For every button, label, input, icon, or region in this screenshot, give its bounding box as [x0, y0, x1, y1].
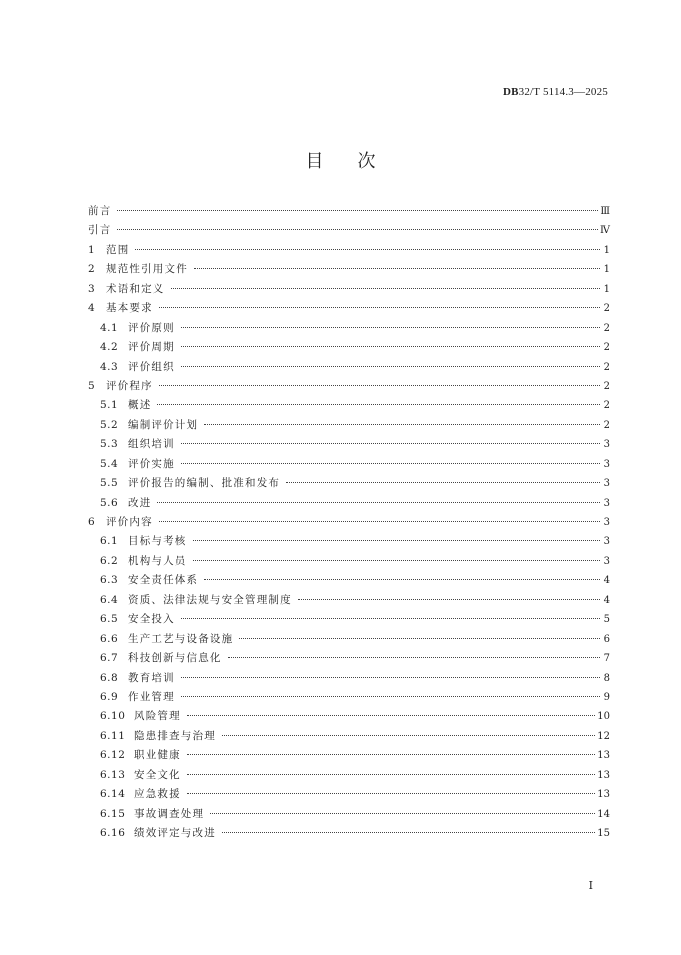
toc-dot-leader — [117, 228, 598, 230]
toc-entry-number: 6 — [88, 516, 96, 528]
toc-entry-label: 评价组织 — [128, 360, 175, 373]
toc-dot-leader — [187, 773, 595, 775]
toc-dot-leader — [181, 676, 600, 678]
toc-dot-leader — [171, 287, 601, 289]
toc-entry-label: 安全文化 — [134, 768, 181, 781]
toc-entry-page: 13 — [597, 769, 610, 781]
toc-entry-label: 作业管理 — [128, 690, 175, 703]
toc-dot-leader — [194, 267, 600, 269]
toc-entry-page: 15 — [597, 828, 610, 839]
toc-entry-page: 14 — [597, 808, 610, 820]
toc-entry-label: 基本要求 — [106, 302, 153, 315]
toc-entry-number: 6.11 — [100, 729, 126, 742]
toc-entry[interactable] — [88, 455, 610, 474]
toc-dot-leader — [222, 734, 595, 736]
toc-dot-leader — [228, 656, 600, 658]
toc-dot-leader — [135, 248, 600, 250]
toc-dot-leader — [187, 753, 595, 755]
toc-dot-leader — [157, 403, 600, 405]
toc-dot-leader — [286, 481, 600, 483]
page-number: I — [588, 879, 593, 892]
toc-entry-number: 6.14 — [100, 788, 126, 801]
toc-entry[interactable] — [88, 416, 610, 435]
toc-entry[interactable] — [88, 785, 610, 804]
toc-entry-page: 2 — [603, 400, 610, 412]
toc-entry[interactable] — [88, 202, 610, 221]
toc-entry-number: 6.15 — [100, 807, 126, 820]
toc-entry-number: 6.2 — [100, 554, 119, 567]
toc-entry-label: 目标与考核 — [128, 535, 187, 548]
toc-dot-leader — [181, 462, 600, 464]
toc-entry-number: 4.1 — [100, 321, 119, 334]
toc-dot-leader — [159, 384, 600, 386]
toc-entry-page: 10 — [597, 711, 610, 723]
toc-dot-leader — [159, 520, 600, 522]
toc-entry-page: 2 — [603, 361, 610, 373]
toc-dot-leader — [187, 792, 595, 794]
toc-entry-page: 3 — [603, 439, 610, 451]
toc-dot-leader — [181, 442, 600, 444]
toc-entry-page: 2 — [603, 380, 610, 392]
toc-entry-page: 3 — [603, 478, 610, 490]
toc-dot-leader — [181, 326, 600, 328]
toc-entry-label: 评价周期 — [128, 341, 175, 354]
toc-dot-leader — [159, 306, 600, 308]
toc-entry[interactable] — [88, 727, 610, 746]
toc-dot-leader — [181, 617, 600, 619]
toc-entry[interactable] — [88, 805, 610, 824]
toc-entry-label: 评价报告的编制、批准和发布 — [128, 477, 281, 490]
toc-entry-number: 6.10 — [100, 710, 126, 723]
toc-entry[interactable] — [88, 241, 610, 260]
toc-entry-number: 5.4 — [100, 457, 119, 470]
toc-entry-page: 2 — [603, 322, 610, 334]
toc-entry-number: 6.6 — [100, 632, 119, 645]
toc-entry[interactable] — [88, 766, 610, 785]
toc-entry[interactable] — [88, 396, 610, 415]
toc-entry[interactable] — [88, 630, 610, 649]
toc-entry[interactable] — [88, 474, 610, 493]
toc-dot-leader — [181, 345, 600, 347]
toc-entry-label: 职业健康 — [134, 749, 181, 762]
toc-entry-number: 5.5 — [100, 477, 119, 490]
toc-entry-page: 2 — [603, 419, 610, 431]
toc-entry-number: 4.3 — [100, 360, 119, 373]
toc-entry-label: 应急救援 — [134, 788, 181, 801]
toc-entry-label: 评价程序 — [106, 379, 153, 392]
toc-entry-page: 4 — [603, 594, 610, 606]
toc-entry-number: 6.9 — [100, 690, 119, 703]
toc-entry-label: 安全责任体系 — [128, 574, 199, 587]
toc-entry-number: 6.1 — [100, 535, 119, 548]
toc-entry-page: 3 — [603, 517, 610, 528]
toc-entry-page: 2 — [603, 342, 610, 354]
toc-entry-number: 6.8 — [100, 671, 119, 684]
toc-entry-page: 1 — [603, 244, 610, 256]
toc-entry[interactable] — [88, 552, 610, 571]
toc-entry-number: 5.1 — [100, 399, 119, 412]
toc-entry-number: 6.5 — [100, 613, 119, 626]
standard-prefix: DB — [502, 86, 519, 98]
toc-entry-number: 3 — [88, 282, 96, 295]
toc-dot-leader — [181, 365, 600, 367]
toc-entry-number: 6.3 — [100, 574, 119, 587]
toc-entry-label: 评价原则 — [128, 321, 175, 334]
toc-entry-label: 风险管理 — [134, 710, 181, 723]
toc-entry-label: 概述 — [128, 399, 152, 412]
toc-entry-number: 6.7 — [100, 652, 119, 665]
toc-dot-leader — [193, 539, 601, 541]
toc-dot-leader — [117, 209, 598, 211]
toc-entry-number: 5.2 — [100, 418, 119, 431]
toc-entry-page: 7 — [603, 653, 610, 665]
toc-dot-leader — [157, 501, 600, 503]
toc-entry-number: 5.3 — [100, 438, 119, 451]
table-of-contents — [88, 202, 610, 843]
toc-entry-page: 12 — [597, 730, 610, 742]
toc-entry-label: 组织培训 — [128, 438, 175, 451]
toc-entry-label: 安全投入 — [128, 613, 175, 626]
toc-entry-page: 3 — [603, 458, 610, 470]
toc-entry[interactable] — [88, 299, 610, 318]
toc-entry[interactable] — [88, 377, 610, 396]
toc-entry-label: 术语和定义 — [106, 282, 165, 295]
toc-entry-page: Ⅲ — [600, 206, 610, 217]
toc-entry[interactable] — [88, 221, 610, 240]
toc-entry-page: 8 — [603, 672, 610, 684]
toc-entry-page: 3 — [603, 497, 610, 509]
toc-entry-page: 6 — [603, 633, 610, 645]
toc-entry-page: 3 — [603, 536, 610, 548]
page-title: 目次 — [305, 151, 410, 172]
toc-entry[interactable] — [88, 494, 610, 513]
toc-entry-label: 隐患排查与治理 — [134, 729, 216, 742]
toc-entry[interactable] — [88, 824, 610, 843]
toc-entry-page: 9 — [603, 691, 610, 703]
toc-entry[interactable] — [88, 688, 610, 707]
toc-entry[interactable] — [88, 260, 610, 279]
toc-entry-label: 前言 — [88, 205, 112, 217]
toc-entry-number: 6.4 — [100, 593, 119, 606]
toc-entry-page: 3 — [603, 555, 610, 567]
toc-dot-leader — [210, 812, 595, 814]
toc-entry-number: 6.13 — [100, 768, 126, 781]
toc-entry-label: 事故调查处理 — [134, 807, 205, 820]
toc-entry-number: 5.6 — [100, 496, 119, 509]
toc-entry[interactable] — [88, 707, 610, 726]
toc-dot-leader — [187, 714, 595, 716]
toc-entry-page: 13 — [597, 789, 610, 801]
toc-entry-number: 6.16 — [100, 827, 126, 839]
toc-entry-label: 机构与人员 — [128, 554, 187, 567]
toc-entry-label: 教育培训 — [128, 671, 175, 684]
standard-code: 32/T 5114.3—2025 — [518, 86, 608, 98]
toc-entry-number: 4.2 — [100, 341, 119, 354]
toc-entry[interactable] — [88, 571, 610, 590]
toc-dot-leader — [239, 637, 600, 639]
toc-entry-label: 生产工艺与设备设施 — [128, 632, 234, 645]
toc-entry-page: 13 — [597, 750, 610, 762]
toc-entry-label: 绩效评定与改进 — [134, 827, 216, 839]
standard-number — [503, 86, 608, 98]
toc-entry-page: 1 — [603, 264, 610, 276]
toc-entry[interactable] — [88, 358, 610, 377]
toc-entry[interactable] — [88, 513, 610, 532]
toc-entry[interactable] — [88, 649, 610, 668]
toc-entry-label: 编制评价计划 — [128, 418, 199, 431]
toc-entry[interactable] — [88, 435, 610, 454]
toc-entry-page: Ⅳ — [600, 225, 610, 237]
toc-entry[interactable] — [88, 338, 610, 357]
toc-dot-leader — [298, 598, 600, 600]
toc-entry-number: 1 — [88, 243, 96, 256]
toc-entry-label: 引言 — [88, 224, 112, 237]
toc-entry-label: 规范性引用文件 — [106, 263, 188, 276]
toc-entry-label: 改进 — [128, 496, 152, 509]
toc-entry[interactable] — [88, 669, 610, 688]
toc-entry[interactable] — [88, 591, 610, 610]
toc-entry-label: 评价实施 — [128, 457, 175, 470]
toc-entry-label: 范围 — [106, 243, 130, 256]
toc-dot-leader — [204, 423, 600, 425]
toc-entry-number: 6.12 — [100, 749, 126, 762]
toc-entry-label: 资质、法律法规与安全管理制度 — [128, 593, 292, 606]
toc-entry[interactable] — [88, 532, 610, 551]
toc-entry-page: 5 — [603, 614, 610, 626]
toc-entry-label: 评价内容 — [106, 516, 153, 528]
toc-dot-leader — [193, 559, 601, 561]
toc-entry[interactable] — [88, 746, 610, 765]
toc-entry-number: 2 — [88, 263, 96, 276]
toc-dot-leader — [222, 831, 595, 833]
toc-entry[interactable] — [88, 319, 610, 338]
toc-entry[interactable] — [88, 280, 610, 299]
toc-entry-page: 4 — [603, 575, 610, 587]
toc-entry[interactable] — [88, 610, 610, 629]
toc-entry-label: 科技创新与信息化 — [128, 652, 222, 665]
toc-entry-page: 2 — [603, 303, 610, 315]
toc-entry-number: 4 — [88, 302, 96, 315]
toc-dot-leader — [204, 578, 600, 580]
toc-entry-number: 5 — [88, 379, 96, 392]
toc-dot-leader — [181, 695, 600, 697]
toc-entry-page: 1 — [603, 283, 610, 295]
